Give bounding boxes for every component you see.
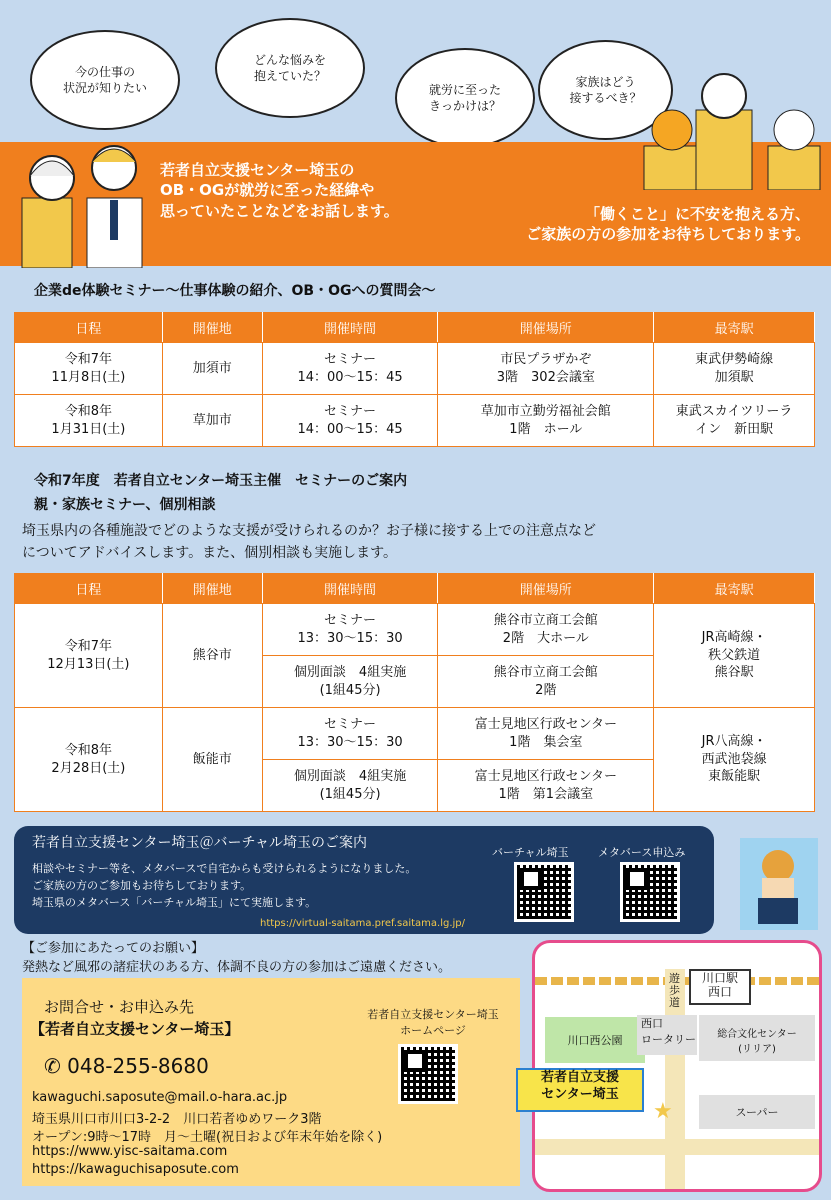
table-row [15,604,815,656]
cell-date: 令和7年 11月8日(土) [15,343,163,395]
contact-heading: お問合せ・お申込み先 [44,998,195,1016]
table-row [15,343,815,395]
map-center-label: 若者自立支援 センター埼玉 [516,1068,644,1112]
col-city: 開催地 [162,313,262,343]
mascot-avatar [740,838,818,930]
virtual-text [32,860,416,911]
cell-place: 熊谷市立商工会館 2階 [438,656,654,708]
map-rotary: 西口 ロータリー [637,1015,697,1055]
section1-table [14,312,815,447]
banner-left-text [160,160,460,221]
table-header-row [15,574,815,604]
family-illustration [640,62,830,190]
bubble-current-job: 今の仕事の 状況が知りたい [30,30,180,130]
desc-line2: についてアドバイスします。また、個別相談も実施します。 [22,545,398,562]
contact-hours: オープン:9時～17時 月～土曜(祝日および年末年始を除く) [32,1130,383,1145]
table-header-row [15,313,815,343]
cell-place: 市民プラザかぞ 3階 302会議室 [438,343,654,395]
virtual-url-link[interactable]: https://virtual-saitama.pref.saitama.lg.jp/ [260,918,466,929]
cell-time: 個別面談 4組実施 (1組45分) [262,656,438,708]
section2-description [22,520,812,565]
notice-text: 発熱など風邪の諸症状のある方、体調不良の方の参加はご遠慮ください。 [22,959,452,975]
cell-city: 草加市 [162,395,262,447]
col-date: 日程 [15,574,163,604]
section2-subtitle: 親・家族セミナー、個別相談 [34,497,216,513]
cell-time: セミナー 13：30～15：30 [262,708,438,760]
contact-url2-link[interactable]: https://kawaguchisaposute.com [32,1162,239,1177]
virtual-line3: 埼玉県のメタバース「バーチャル埼玉」にて実施します。 [32,896,317,910]
banner-left-line3: 思っていたことなどをお話します。 [160,201,399,220]
col-place: 開催場所 [438,313,654,343]
cell-city: 熊谷市 [162,604,262,708]
cell-date: 令和7年 12月13日(土) [15,604,163,708]
banner-left-line1: 若者自立支援センター埼玉の [160,161,355,179]
col-time: 開催時間 [262,574,438,604]
col-time: 開催時間 [262,313,438,343]
virtual-line2: ご家族の方のご参加もお待ちしております。 [32,879,252,893]
cell-station: 東武スカイツリーラ イン 新田駅 [654,395,815,447]
bubble-trigger: 就労に至った きっかけは？ [395,48,535,148]
contact-org: 【若者自立支援センター埼玉】 [30,1020,240,1038]
cell-time: セミナー 13：30～15：30 [262,604,438,656]
desc-line1: 埼玉県内の各種施設でどのような支援が受けられるのか？お子様に接する上での注意点など [22,523,596,539]
contact-panel [22,978,520,1186]
cell-place: 富士見地区行政センター 1階 集会室 [438,708,654,760]
cell-time: セミナー 14：00～15：45 [262,395,438,447]
col-date: 日程 [15,313,163,343]
homepage-label [358,1006,508,1038]
metaverse-apply-qr-icon[interactable] [620,862,680,922]
bubble-worries: どんな悩みを 抱えていた？ [215,18,365,118]
notice-title: 【ご参加にあたってのお願い】 [22,941,205,956]
homepage-label-line2: ホームページ [400,1024,466,1037]
phone-icon: ✆ [44,1054,61,1078]
table-row [15,395,815,447]
center-location-star-icon: ★ [653,1099,673,1124]
section1-title: 企業de体験セミナー～仕事体験の紹介、OB・OGへの質問会～ [34,283,436,299]
phone-row [44,1054,209,1078]
col-city: 開催地 [162,574,262,604]
map-station: 川口駅 西口 [689,969,751,1005]
qr1-label: バーチャル埼玉 [492,846,569,859]
contact-url1-link[interactable]: https://www.yisc-saitama.com [32,1144,228,1159]
cell-place: 富士見地区行政センター 1階 第1会議室 [438,760,654,812]
cell-date: 令和8年 2月28日(土) [15,708,163,812]
access-map [532,940,822,1192]
cell-city: 飯能市 [162,708,262,812]
virtual-title: 若者自立支援センター埼玉＠バーチャル埼玉のご案内 [32,835,368,851]
cell-station: JR八高線・ 西武池袋線 東飯能駅 [654,708,815,812]
section2-title: 令和7年度 若者自立センター埼玉主催 セミナーのご案内 [34,473,408,489]
bubble-family: 家族はどう 接するべき？ [538,40,673,140]
participation-notice [22,940,451,978]
col-station: 最寄駅 [654,574,815,604]
virtual-line1: 相談やセミナー等を、メタバースで自宅からも受けられるようになりました。 [32,862,417,875]
cell-date: 令和8年 1月31日(土) [15,395,163,447]
cell-time: セミナー 14：00～15：45 [262,343,438,395]
section2-table [14,573,815,812]
cell-place: 草加市立勤労福祉会館 1階 ホール [438,395,654,447]
map-road [535,1139,822,1155]
map-walkway: 遊歩道 [669,972,680,1010]
map-supermarket: スーパー [699,1095,815,1129]
contact-email[interactable]: kawaguchi.saposute@mail.o-hara.ac.jp [32,1090,288,1105]
cell-place: 熊谷市立商工会館 2階 大ホール [438,604,654,656]
cell-city: 加須市 [162,343,262,395]
virtual-saitama-box [14,826,714,934]
ob-og-people-illustration [12,128,152,268]
cell-station: JR高崎線・ 秩父鉄道 熊谷駅 [654,604,815,708]
cell-time: 個別面談 4組実施 (1組45分) [262,760,438,812]
col-place: 開催場所 [438,574,654,604]
homepage-label-line1: 若者自立支援センター埼玉 [367,1008,499,1021]
phone-number[interactable]: 048-255-8680 [67,1054,209,1078]
virtual-saitama-qr-icon[interactable] [514,862,574,922]
contact-address: 埼玉県川口市川口3-2-2 川口若者ゆめワーク3階 [32,1112,322,1127]
map-culture-center: 総合文化センター (リリア) [699,1015,815,1061]
banner-left-line2: OB・OGが就労に至った経緯や [160,181,375,200]
cell-station: 東武伊勢崎線 加須駅 [654,343,815,395]
qr2-label: メタバース申込み [598,846,686,859]
banner-right-line2: ご家族の方の参加をお待ちしております。 [526,225,810,244]
banner-right-text [440,204,810,245]
homepage-qr-icon[interactable] [398,1044,458,1104]
table-row [15,708,815,760]
banner-right-line1: 「働くこと」に不安を抱える方、 [584,205,810,223]
map-park: 川口西公園 [545,1017,645,1063]
col-station: 最寄駅 [654,313,815,343]
